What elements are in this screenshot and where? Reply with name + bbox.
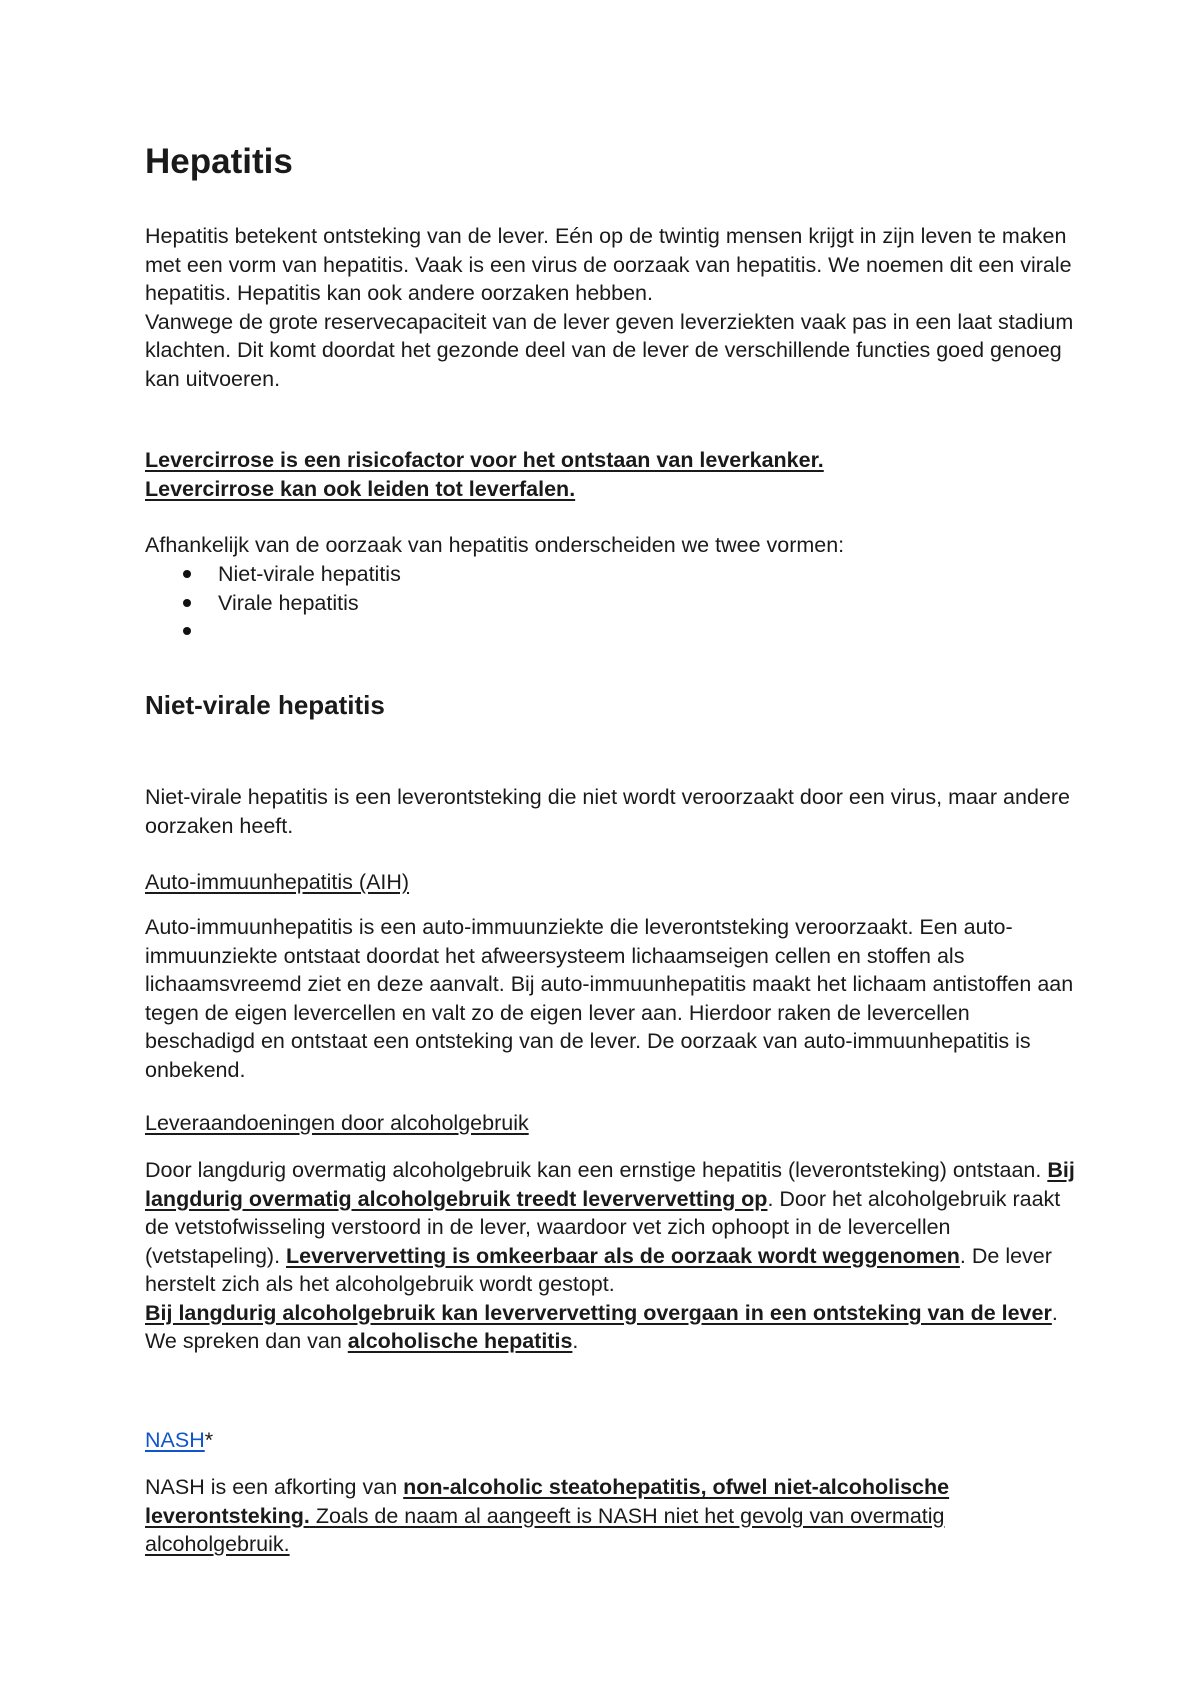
alcohol-emphasis-4: alcoholische hepatitis [347, 1329, 573, 1353]
aih-heading: Auto-immuunhepatitis (AIH) [145, 870, 410, 894]
forms-list [145, 560, 401, 646]
list-item: Virale hepatitis [145, 589, 401, 618]
nash-asterisk: * [204, 1428, 214, 1452]
nash-text-2: Zoals de naam al aangeeft is NASH niet het gevolg van overmatig alcoholgebruik. [145, 1503, 945, 1556]
page-title: Hepatitis [145, 142, 293, 181]
nonviral-intro: Niet-virale hepatitis is een leverontsteking die niet wordt veroorzaakt door een virus, maar andere oorzaken heeft. [145, 785, 1070, 838]
cirrhosis-statement [145, 446, 1075, 503]
alcohol-emphasis-2: Leververvetting is omkeerbaar als de oorzaak wordt weggenomen [286, 1243, 960, 1268]
forms-lead: Afhankelijk van de oorzaak van hepatitis onderscheiden we twee vormen: [145, 533, 845, 557]
aih-paragraph: Auto-immuunhepatitis is een auto-immuunziekte die leverontsteking veroorzaakt. Een auto-immuunziekte ontstaat doordat het afweersysteem lichaamseigen cellen en stoffen als lichaamsvreemd ziet en deze aanvalt. Bij auto-immuunhepatitis maakt het lichaam antistoffen aan tegen de eigen levercellen en valt zo de eigen lever aan. Hierdoor raken de levercellen beschadigd en ontstaat een ontsteking van de lever. De oorzaak van auto-immuunhepatitis is onbekend. [145, 915, 1074, 1082]
nash-emphasis: non-alcoholic steatohepatitis, ofwel niet-alcoholische leverontsteking. [145, 1475, 950, 1528]
alcohol-text-4: . We spreken dan van [145, 1300, 1058, 1353]
alcohol-emphasis-3: Bij langdurig alcoholgebruik kan leververvetting overgaan in een ontsteking van de lever [145, 1300, 1052, 1325]
alcohol-text-2: . Door het alcoholgebruik raakt de vetstofwisseling verstoord in de lever, waardoor vet zich ophoopt in de levercellen (vetstapeling). [145, 1186, 1061, 1268]
list-item [145, 617, 401, 646]
intro-paragraph [145, 222, 1075, 393]
nash-link[interactable]: NASH [145, 1428, 205, 1452]
nash-paragraph [145, 1473, 1075, 1559]
intro-text-2: Vanwege de grote reservecapaciteit van de lever geven leverziekten vaak pas in een laat stadium klachten. Dit komt doordat het gezonde deel van de lever de verschillende functies goed genoeg kan uitvoeren. [145, 309, 1074, 391]
alcohol-text-1: Door langdurig overmatig alcoholgebruik kan een ernstige hepatitis (leverontsteking) ontstaan. [145, 1158, 1048, 1182]
alcohol-heading: Leveraandoeningen door alcoholgebruik [145, 1111, 529, 1135]
cirrhosis-line-1: Levercirrose is een risicofactor voor het ontstaan van leverkanker. [145, 448, 824, 472]
section-heading-niet-virale: Niet-virale hepatitis [145, 690, 385, 720]
alcohol-text-5: . [572, 1329, 579, 1353]
list-item: Niet-virale hepatitis [145, 560, 401, 589]
nash-heading [145, 1426, 1075, 1455]
alcohol-emphasis-1: Bij langdurig overmatig alcoholgebruik treedt leververvetting op [145, 1158, 1075, 1211]
intro-text-1: Hepatitis betekent ontsteking van de lever. Eén op de twintig mensen krijgt in zijn leven te maken met een vorm van hepatitis. Vaak is een virus de oorzaak van hepatitis. We noemen dit een virale hepatitis. Hepatitis kan ook andere oorzaken hebben. [145, 224, 1072, 305]
nash-text-1: NASH is een afkorting van [145, 1475, 404, 1499]
cirrhosis-line-2: Levercirrose kan ook leiden tot leverfalen. [145, 476, 576, 501]
alcohol-text-3: . De lever herstelt zich als het alcoholgebruik wordt gestopt. [145, 1243, 1052, 1296]
alcohol-paragraph [145, 1156, 1075, 1356]
